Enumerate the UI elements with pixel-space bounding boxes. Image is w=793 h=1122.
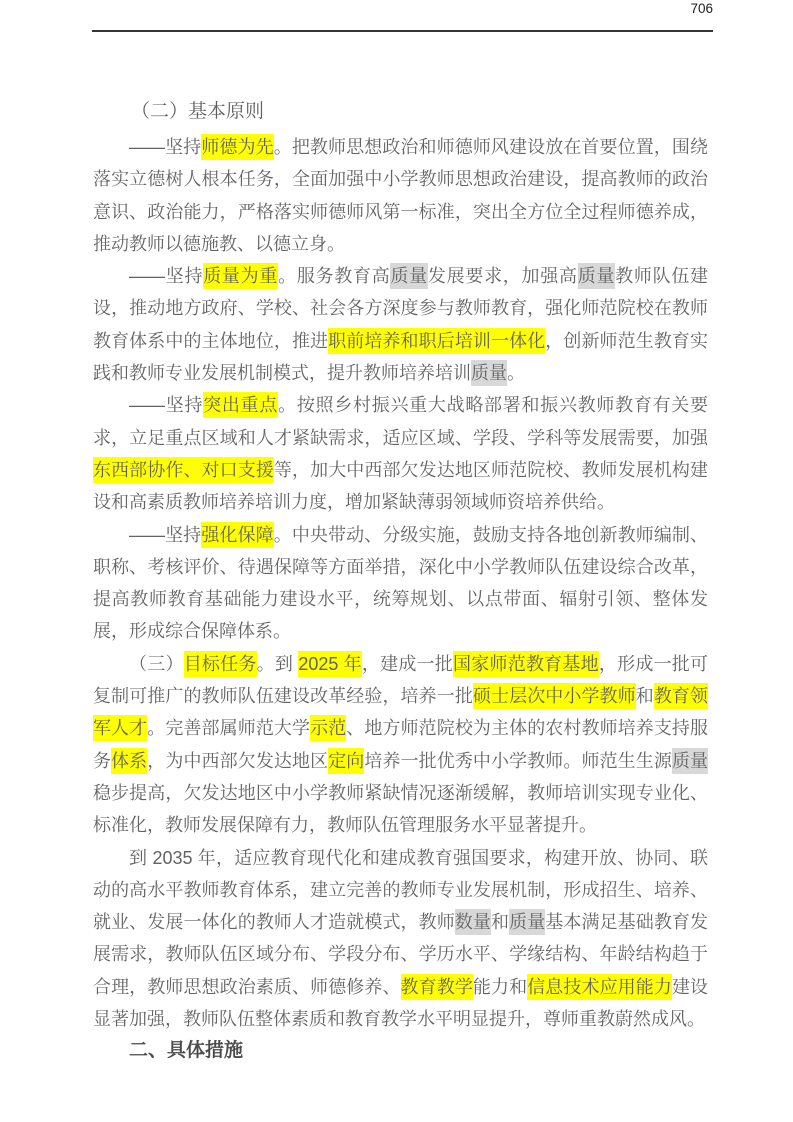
- text-segment: 。: [507, 363, 525, 384]
- text-segment: 。完善部属师范大学: [147, 718, 311, 739]
- text-segment: 。到: [256, 653, 299, 674]
- highlighted-text: 定向: [328, 748, 364, 774]
- text-segment: 基本满足基础教育发: [545, 912, 709, 933]
- text-line: [93, 551, 708, 583]
- text-line: [93, 712, 708, 744]
- highlighted-text: 2025 年: [298, 651, 362, 677]
- text-segment: 复制可推广的教师队伍建设改革经验，培养一批: [93, 686, 473, 707]
- text-line: [93, 131, 708, 163]
- page-number: 706: [690, 1, 713, 16]
- highlighted-text: 东西部协作、对口支援: [93, 457, 274, 483]
- text-line: [93, 648, 708, 680]
- text-line: [93, 680, 708, 712]
- document-body: [93, 93, 708, 1068]
- text-segment: 能力和: [472, 976, 528, 997]
- highlighted-text: 教育领: [654, 683, 708, 709]
- gray-highlighted-text: 数量: [455, 909, 491, 935]
- text-line: [93, 938, 708, 970]
- header-rule: [92, 30, 713, 32]
- text-line: [93, 357, 708, 389]
- text-segment: 提高教师教育基础能力建设水平，统筹规划、以点带面、辐射引领、整体发: [93, 589, 708, 610]
- text-line: [93, 874, 708, 906]
- text-segment: ，为中西部欠发达地区: [147, 750, 329, 771]
- text-segment: 务: [93, 750, 112, 771]
- gray-highlighted-text: 质量: [471, 360, 507, 386]
- text-segment: ——坚持: [129, 137, 202, 157]
- text-segment: 动的高水平教师教育体系，建立完善的教师专业发展机制，形成招生、培养、: [93, 879, 708, 900]
- text-segment: 推动教师以德施教、以德立身。: [93, 233, 345, 254]
- highlighted-text: 职前培养和职后培训一体化: [328, 328, 545, 354]
- text-segment: 和: [491, 912, 510, 933]
- highlighted-text: 信息技术应用能力: [527, 974, 672, 1000]
- text-segment: 标准化，教师发展保障有力，教师队伍管理服务水平显著提升。: [93, 815, 597, 836]
- highlighted-text: 军人才: [93, 715, 147, 741]
- text-line: [93, 583, 708, 615]
- text-segment: ，创新师范生教育实: [545, 330, 709, 351]
- text-segment: 求，立足重点区域和人才紧缺需求，适应区域、学段、学科等发展需要，加强: [93, 427, 708, 448]
- text-line: [93, 842, 708, 874]
- text-segment: 建设: [671, 976, 709, 997]
- text-segment: ，建成一批: [361, 653, 454, 674]
- text-line: [93, 777, 708, 809]
- gray-highlighted-text: 质量: [390, 263, 427, 289]
- highlighted-text: 质量为重: [203, 263, 278, 289]
- text-segment: 教育体系中的主体地位，推进: [93, 330, 329, 351]
- text-segment: 培养一批优秀中小学教师。师范生生源: [364, 750, 672, 771]
- text-line: [93, 519, 708, 551]
- text-segment: 稳步提高，欠发达地区中小学教师紧缺情况逐渐缓解，教师培训实现专业化、: [93, 782, 708, 803]
- text-segment: ——坚持: [129, 266, 204, 287]
- text-segment: ——坚持: [129, 524, 202, 545]
- highlighted-text: 突出重点: [203, 392, 278, 418]
- text-segment: 到 2035 年，适应教育现代化和建成教育强国要求，构建开放、协同、联: [129, 847, 708, 868]
- text-segment: 发展要求，加强高: [427, 266, 578, 287]
- highlighted-text: 国家师范教育基地: [453, 651, 599, 677]
- text-segment: 展，形成综合保障体系。: [93, 621, 291, 642]
- highlighted-text: 体系: [111, 748, 147, 774]
- text-segment: 教师队伍建: [615, 266, 709, 287]
- highlighted-text: 目标任务: [184, 651, 257, 677]
- section-heading: （二）基本原则: [131, 101, 265, 122]
- text-segment: 合理，教师思想政治素质、师德修养、: [93, 976, 401, 997]
- text-line: [93, 454, 708, 486]
- text-segment: 意识、政治能力，严格落实师德师风第一标准，突出全方位全过程师德养成，: [93, 201, 708, 222]
- text-line: [93, 906, 708, 938]
- highlighted-text: 示范: [310, 715, 346, 741]
- text-line: [93, 1003, 708, 1035]
- text-line: [93, 389, 708, 421]
- text-line: [93, 971, 708, 1003]
- text-segment: 。服务教育高: [278, 266, 391, 287]
- text-line: [93, 486, 708, 518]
- text-line: [93, 228, 708, 260]
- gray-highlighted-text: 质量: [509, 909, 545, 935]
- bottom-section-heading: 二、具体措施: [129, 1040, 244, 1062]
- text-line: [93, 260, 708, 292]
- text-segment: ——坚持: [129, 395, 204, 416]
- gray-highlighted-text: 质量: [578, 263, 615, 289]
- text-line: [93, 292, 708, 324]
- text-line: [93, 163, 708, 195]
- text-segment: 就业、发展一体化的教师人才造就模式，教师: [93, 912, 455, 933]
- text-line: [93, 809, 708, 841]
- text-line: [93, 615, 708, 647]
- text-segment: ，形成一批可: [598, 653, 709, 674]
- text-segment: 展需求，教师队伍区域分布、学段分布、学历水平、学缘结构、年龄结构趋于: [93, 944, 708, 965]
- text-segment: 。中央带动、分级实施，鼓励支持各地创新教师编制、: [273, 524, 709, 545]
- text-segment: 践和教师专业发展机制模式，提升教师培养培训: [93, 363, 471, 384]
- text-segment: （三）: [129, 653, 184, 674]
- text-segment: 职称、考核评价、待遇保障等方面举措，深化中小学教师队伍建设综合改革，: [93, 556, 708, 577]
- text-segment: 。把教师思想政治和师德师风建设放在首要位置，围绕: [273, 137, 709, 157]
- text-segment: 设和高素质教师培养培训力度，增加紧缺薄弱领域师资培养供给。: [93, 492, 615, 513]
- highlighted-text: 强化保障: [201, 522, 273, 548]
- gray-highlighted-text: 质量: [672, 748, 708, 774]
- text-line: [93, 196, 708, 228]
- highlighted-text: 教育教学: [401, 974, 473, 1000]
- text-line: [93, 325, 708, 357]
- text-segment: 和: [635, 686, 654, 707]
- text-segment: 、地方师范院校为主体的农村教师培养支持服: [346, 718, 709, 739]
- text-line: [93, 745, 708, 777]
- text-segment: 。按照乡村振兴重大战略部署和振兴教师教育有关要: [278, 395, 709, 416]
- highlighted-text: 硕士层次中小学教师: [473, 683, 636, 709]
- text-line: [93, 422, 708, 454]
- text-segment: 设，推动地方政府、学校、社会各方深度参与教师教育，强化师范院校在教师: [93, 298, 708, 319]
- text-segment: 等，加大中西部欠发达地区师范院校、教师发展机构建: [273, 459, 709, 480]
- highlighted-text: 师德为先: [201, 134, 273, 160]
- text-segment: 落实立德树人根本任务，全面加强中小学教师思想政治建设，提高教师的政治: [93, 169, 708, 190]
- text-segment: 显著加强，教师队伍整体素质和教育教学水平明显提升，尊师重教蔚然成风。: [93, 1009, 705, 1030]
